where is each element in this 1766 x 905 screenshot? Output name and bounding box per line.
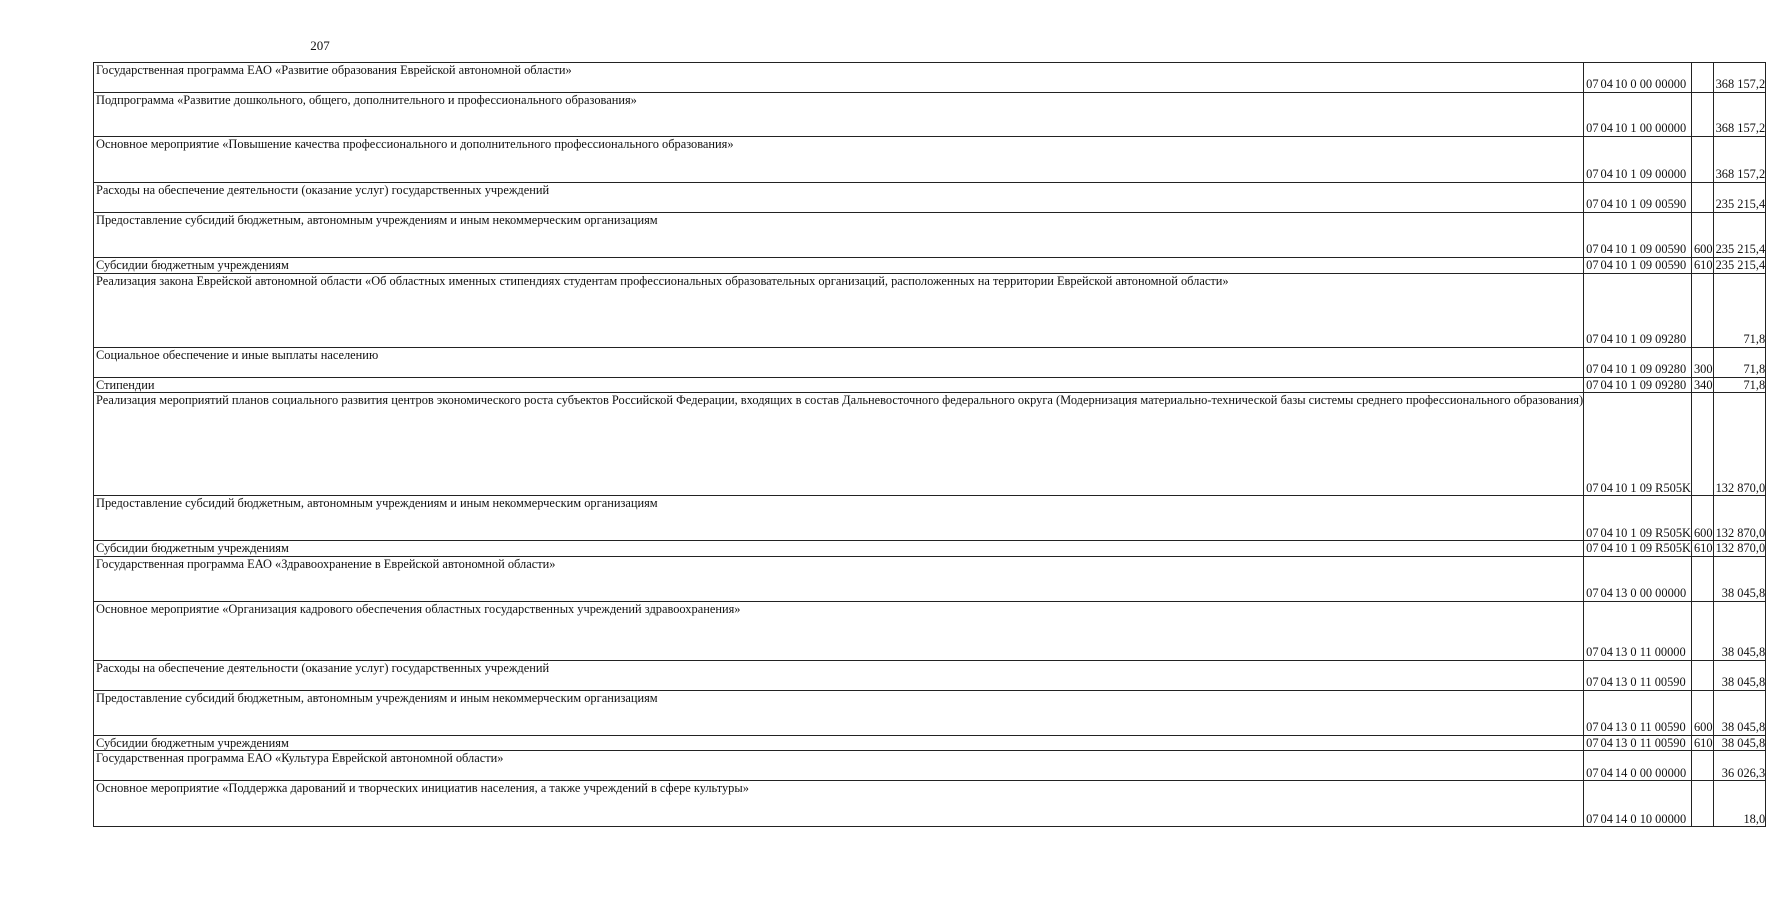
- table-row: [94, 377, 1766, 393]
- row-target-article-code: 14 0 00 00000: [1613, 751, 1692, 781]
- row-name-cell: Субсидии бюджетным учреждениям: [94, 735, 1584, 751]
- table-row: [94, 660, 1766, 690]
- row-name-cell: Основное мероприятие «Повышение качества профессионального и дополнительного профессионального образования»: [94, 137, 1584, 183]
- row-subsection-code: 04: [1599, 393, 1613, 496]
- row-name-cell: Реализация мероприятий планов социального развития центров экономического роста субъектов Российской Федерации, входящих в состав Дальневосточного федерального округа (Модернизация материально-технической базы системы среднего профессионального образования): [94, 393, 1584, 496]
- row-section-code: 07: [1584, 258, 1599, 274]
- row-subsection-code: 04: [1599, 273, 1613, 347]
- table-row: [94, 273, 1766, 347]
- table-row: [94, 347, 1766, 377]
- row-target-article-code: 10 1 09 09280: [1613, 377, 1692, 393]
- table-row: [94, 496, 1766, 541]
- table-row: [94, 601, 1766, 660]
- row-subsection-code: 04: [1600, 541, 1613, 556]
- table-row: [94, 183, 1766, 213]
- row-target-article-code: 10 1 09 09280: [1613, 273, 1692, 347]
- row-name-cell: Стипендии: [94, 377, 1584, 393]
- row-name-cell: Основное мероприятие «Организация кадрового обеспечения областных государственных учреждений здравоохранения»: [94, 601, 1584, 660]
- row-amount: 235 215,4: [1713, 258, 1766, 274]
- table-row: [94, 751, 1766, 781]
- row-section-code: 07: [1584, 63, 1599, 93]
- row-expense-type-code: [1691, 273, 1713, 347]
- row-target-article-code: 10 1 09 09280: [1613, 347, 1692, 377]
- row-name-cell: Реализация закона Еврейской автономной области «Об областных именных стипендиях студентам профессиональных образовательных организаций, расположенных на территории Еврейской автономной области»: [94, 273, 1584, 347]
- row-amount: 368 157,2: [1713, 93, 1766, 137]
- row-amount: 18,0: [1713, 781, 1766, 827]
- row-subsection-code: 04: [1599, 347, 1613, 377]
- row-amount: 38 045,8: [1713, 556, 1766, 601]
- row-target-article-code: 13 0 00 00000: [1613, 556, 1692, 601]
- row-amount: 132 870,0: [1713, 393, 1766, 496]
- row-amount: 235 215,4: [1713, 213, 1766, 258]
- row-expense-type-code: [1691, 93, 1713, 137]
- row-expense-type-code: [1691, 137, 1713, 183]
- row-target-article-code: 10 1 00 00000: [1613, 93, 1692, 137]
- row-section-code: 07: [1584, 393, 1599, 496]
- row-amount: 38 045,8: [1713, 690, 1766, 735]
- row-expense-type-code: [1691, 660, 1713, 690]
- row-subsection-code: 04: [1600, 735, 1613, 750]
- row-amount: 71,8: [1713, 377, 1766, 393]
- row-target-article-code: 14 0 10 00000: [1613, 781, 1692, 827]
- row-name-cell: Подпрограмма «Развитие дошкольного, общего, дополнительного и профессионального образования»: [94, 93, 1584, 137]
- table-row: [94, 690, 1766, 735]
- table-row: [94, 93, 1766, 137]
- row-amount: 71,8: [1713, 347, 1766, 377]
- row-expense-type-code: 600: [1691, 496, 1713, 541]
- row-target-article-code: 10 1 09 R505K: [1613, 496, 1692, 541]
- row-name-cell: Предоставление субсидий бюджетным, автономным учреждениям и иным некоммерческим организациям: [94, 690, 1584, 735]
- row-expense-type-code: [1691, 393, 1713, 496]
- row-section-code: 07: [1584, 541, 1599, 557]
- row-expense-type-code: 610: [1691, 541, 1713, 557]
- row-name-cell: Государственная программа ЕАО «Здравоохранение в Еврейской автономной области»: [94, 556, 1584, 601]
- row-section-code: 07: [1584, 751, 1599, 781]
- row-subsection-code: 04: [1599, 690, 1613, 735]
- row-section-code: 07: [1584, 183, 1599, 213]
- row-amount: 38 045,8: [1713, 660, 1766, 690]
- row-expense-type-code: [1691, 556, 1713, 601]
- row-subsection-code: 04: [1599, 183, 1613, 213]
- row-name-cell: Государственная программа ЕАО «Культура Еврейской автономной области»: [94, 751, 1584, 781]
- table-row: [94, 781, 1766, 827]
- row-section-code: 07: [1584, 781, 1599, 827]
- row-amount: 368 157,2: [1713, 137, 1766, 183]
- row-expense-type-code: [1691, 781, 1713, 827]
- row-name-cell: Предоставление субсидий бюджетным, автономным учреждениям и иным некоммерческим организациям: [94, 213, 1584, 258]
- row-section-code: 07: [1584, 556, 1599, 601]
- table-row: [94, 213, 1766, 258]
- table-row: [94, 258, 1766, 274]
- row-amount: 132 870,0: [1713, 541, 1766, 557]
- row-target-article-code: 13 0 11 00000: [1613, 601, 1692, 660]
- row-expense-type-code: [1691, 183, 1713, 213]
- table-row: [94, 541, 1766, 557]
- row-amount: 36 026,3: [1713, 751, 1766, 781]
- row-target-article-code: 10 1 09 R505K: [1613, 393, 1692, 496]
- row-subsection-code: 04: [1599, 781, 1613, 827]
- row-expense-type-code: 610: [1691, 735, 1713, 751]
- row-subsection-code: 04: [1599, 601, 1613, 660]
- row-expense-type-code: [1691, 751, 1713, 781]
- row-amount: 235 215,4: [1713, 183, 1766, 213]
- page-number: 207: [310, 38, 330, 53]
- table-row: [94, 63, 1766, 93]
- row-section-code: 07: [1584, 93, 1599, 137]
- row-subsection-code: 04: [1599, 660, 1613, 690]
- row-section-code: 07: [1584, 660, 1599, 690]
- row-section-code: 07: [1584, 496, 1599, 541]
- row-expense-type-code: [1691, 601, 1713, 660]
- row-target-article-code: 10 0 00 00000: [1613, 63, 1692, 93]
- row-name-cell: Расходы на обеспечение деятельности (оказание услуг) государственных учреждений: [94, 660, 1584, 690]
- table-row: [94, 393, 1766, 496]
- row-section-code: 07: [1584, 213, 1599, 258]
- row-subsection-code: 04: [1599, 137, 1613, 183]
- row-section-code: 07: [1584, 735, 1599, 751]
- row-target-article-code: 13 0 11 00590: [1613, 735, 1692, 751]
- row-expense-type-code: 300: [1691, 347, 1713, 377]
- row-section-code: 07: [1584, 601, 1599, 660]
- table-row: [94, 137, 1766, 183]
- row-target-article-code: 10 1 09 00590: [1613, 183, 1692, 213]
- row-subsection-code: 04: [1599, 93, 1613, 137]
- row-amount: 71,8: [1713, 273, 1766, 347]
- row-section-code: 07: [1584, 273, 1599, 347]
- row-name-cell: Расходы на обеспечение деятельности (оказание услуг) государственных учреждений: [94, 183, 1584, 213]
- row-expense-type-code: 600: [1691, 690, 1713, 735]
- row-target-article-code: 10 1 09 00000: [1613, 137, 1692, 183]
- row-section-code: 07: [1584, 137, 1599, 183]
- row-subsection-code: 04: [1599, 751, 1613, 781]
- row-name-cell: Основное мероприятие «Поддержка дарований и творческих инициатив населения, а также учреждений в сфере культуры»: [94, 781, 1584, 827]
- row-target-article-code: 10 1 09 00590: [1613, 213, 1692, 258]
- row-expense-type-code: 610: [1691, 258, 1713, 274]
- row-subsection-code: 04: [1600, 377, 1613, 392]
- row-section-code: 07: [1584, 377, 1599, 393]
- row-subsection-code: 04: [1599, 496, 1613, 541]
- row-name-cell: Субсидии бюджетным учреждениям: [94, 258, 1584, 274]
- row-target-article-code: 10 1 09 R505K: [1614, 541, 1691, 556]
- row-expense-type-code: 600: [1691, 213, 1713, 258]
- row-target-article-code: 13 0 11 00590: [1613, 660, 1692, 690]
- row-expense-type-code: [1691, 63, 1713, 93]
- row-subsection-code: 04: [1599, 63, 1613, 93]
- row-amount: 38 045,8: [1713, 735, 1766, 751]
- row-section-code: 07: [1584, 690, 1599, 735]
- row-subsection-code: 04: [1599, 213, 1613, 258]
- budget-table: [93, 62, 1766, 827]
- row-name-cell: Предоставление субсидий бюджетным, автономным учреждениям и иным некоммерческим организациям: [94, 496, 1584, 541]
- budget-table-body: [94, 63, 1766, 827]
- table-row: [94, 556, 1766, 601]
- row-target-article-code: 10 1 09 00590: [1613, 258, 1692, 274]
- row-name-cell: Социальное обеспечение и иные выплаты населению: [94, 347, 1584, 377]
- row-amount: 368 157,2: [1713, 63, 1766, 93]
- row-subsection-code: 04: [1600, 258, 1613, 272]
- row-amount: 132 870,0: [1713, 496, 1766, 541]
- row-name-cell: Субсидии бюджетным учреждениям: [94, 541, 1584, 557]
- row-name-cell: Государственная программа ЕАО «Развитие образования Еврейской автономной области»: [94, 63, 1584, 93]
- row-section-code: 07: [1584, 347, 1599, 377]
- row-target-article-code: 13 0 11 00590: [1613, 690, 1692, 735]
- row-subsection-code: 04: [1599, 556, 1613, 601]
- row-amount: 38 045,8: [1713, 601, 1766, 660]
- table-row: [94, 735, 1766, 751]
- row-expense-type-code: 340: [1691, 377, 1713, 393]
